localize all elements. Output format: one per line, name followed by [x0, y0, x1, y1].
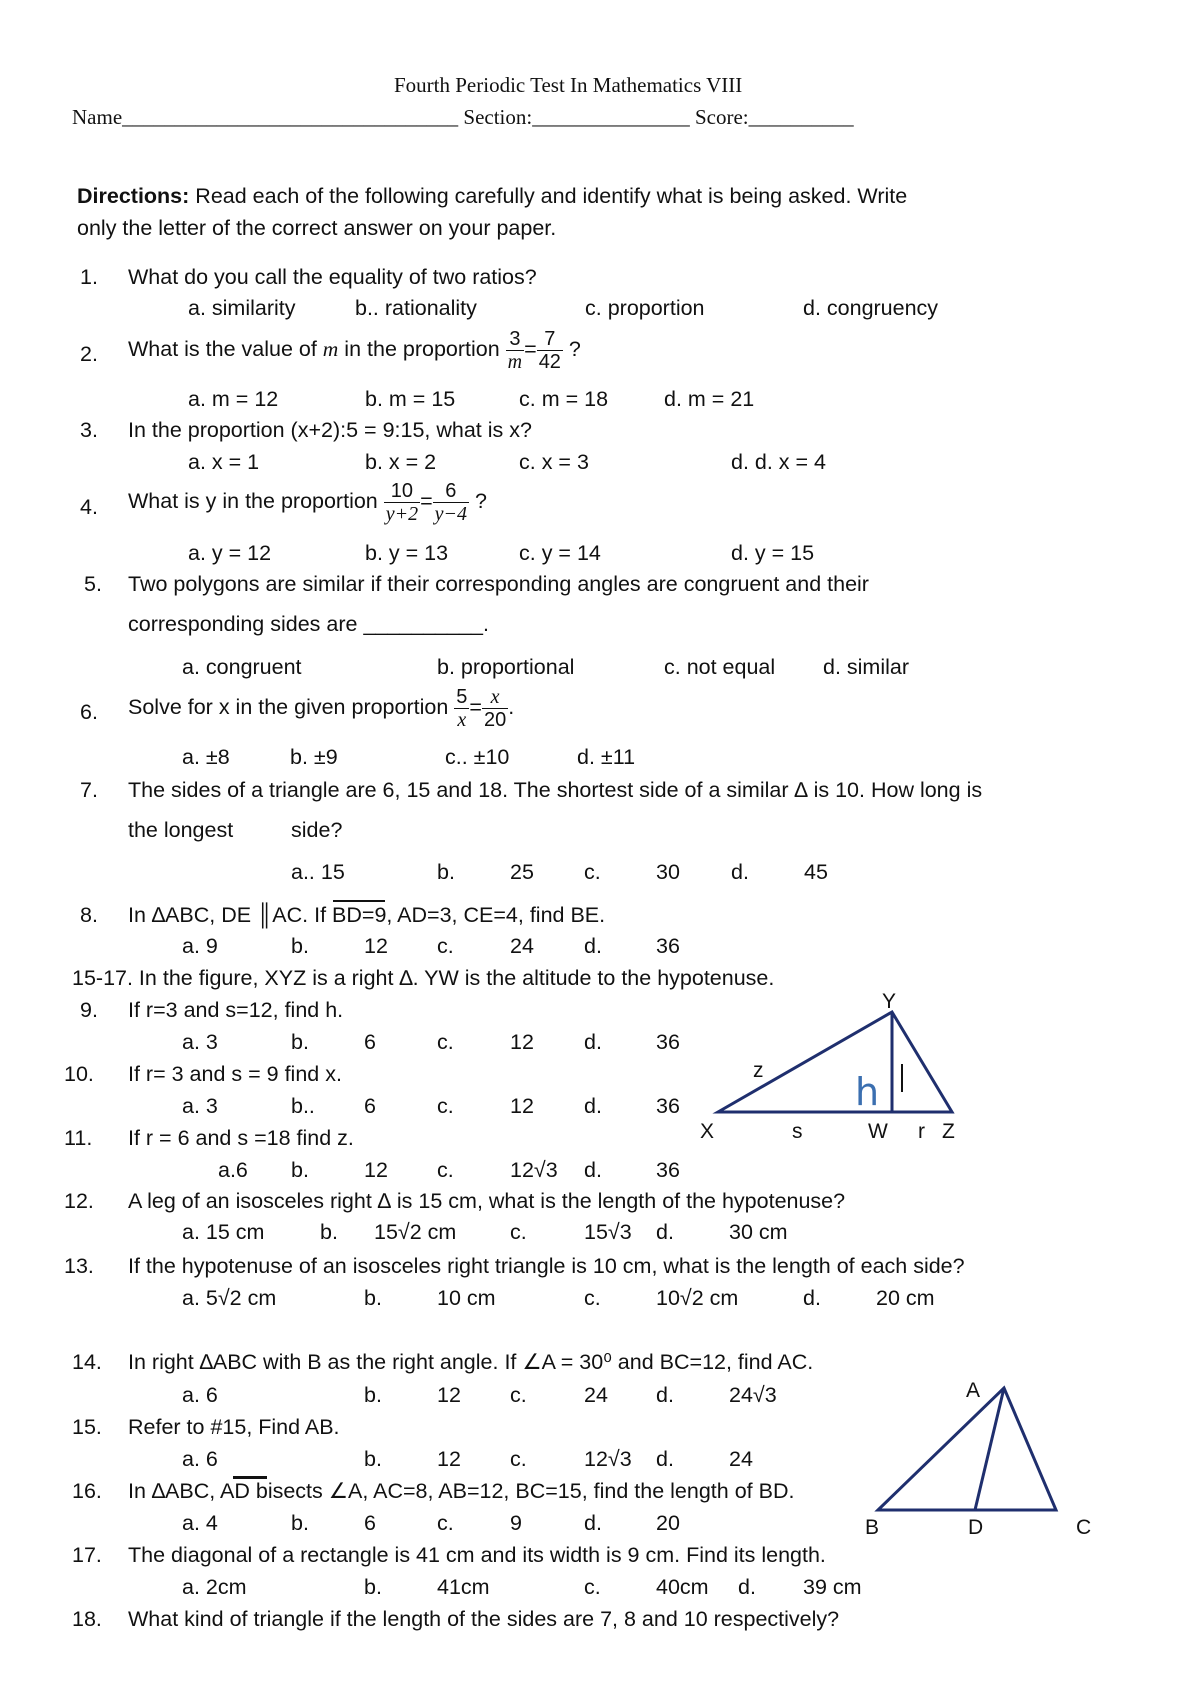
q17-text: The diagonal of a rectangle is 41 cm and its width is 9 cm. Find its length. [128, 1543, 826, 1567]
q2-choice-c: c. m = 18 [519, 387, 609, 411]
q2-text-pre: What is the value of [128, 337, 323, 361]
q13-choice-b-value: 10 cm [437, 1286, 496, 1310]
q4-number: 4. [80, 495, 98, 519]
q1-choice-b: b.. rationality [355, 296, 477, 320]
q6-text-lead: Solve for x in the given proportion [128, 695, 455, 719]
q6-choice-a: a. ±8 [182, 745, 230, 769]
q15-choice-b-label: b. [364, 1447, 382, 1471]
q7-line-2a: the longest [128, 818, 234, 842]
q11-choice-b-label: b. [291, 1158, 309, 1182]
q16-number: 16. [72, 1479, 102, 1503]
q12-text: A leg of an isosceles right ∆ is 15 cm, what is the length of the hypotenuse? [128, 1189, 846, 1213]
q2-number: 2. [80, 342, 98, 366]
q14-choice-d-value: 24√3 [729, 1383, 777, 1407]
q3-choice-a: a. x = 1 [188, 450, 260, 474]
q2-tail: ? [562, 337, 581, 361]
q15-choice-a: a. 6 [182, 1447, 218, 1471]
q2-choice-a: a. m = 12 [188, 387, 279, 411]
q4-fraction-2 [433, 480, 469, 525]
q14-choice-b-value: 12 [437, 1383, 461, 1407]
q12-choice-a: a. 15 cm [182, 1220, 265, 1244]
q16-choice-d-value: 20 [656, 1511, 680, 1535]
q6-f2-numerator: x [482, 686, 508, 709]
q18-text: What kind of triangle if the length of the sides are 7, 8 and 10 respectively? [128, 1607, 840, 1631]
q16-choice-c-label: c. [437, 1511, 454, 1535]
q2-fraction-1 [506, 328, 524, 373]
q8-choice-d-value: 36 [656, 934, 680, 958]
q6-choice-b: b. ±9 [290, 745, 338, 769]
label-a: A [966, 1379, 981, 1402]
q6-choice-c: c.. ±10 [445, 745, 510, 769]
q12-number: 12. [64, 1189, 94, 1213]
q12-choice-b-value: 15√2 cm [374, 1220, 457, 1244]
directions-text-1: Read each of the following carefully and identify what is being asked. Write [189, 184, 908, 208]
q1-choice-d: d. congruency [803, 296, 939, 320]
q7-choice-b-value: 25 [510, 860, 534, 884]
q7-choice-d-label: d. [731, 860, 749, 884]
q4-f1-numerator: 10 [384, 480, 420, 503]
label-y: Y [882, 990, 897, 1013]
q6-f1-numerator: 5 [456, 685, 468, 708]
q4-f2-denominator: y−4 [434, 502, 468, 525]
q2-text-post: in the proportion [338, 337, 506, 361]
label-r: r [918, 1120, 925, 1143]
q5-choice-a: a. congruent [182, 655, 302, 679]
q5-line-2: corresponding sides are __________. [128, 612, 489, 636]
q7-number: 7. [80, 778, 98, 802]
q6-f1-denominator: x [457, 708, 467, 731]
q15-choice-c-label: c. [510, 1447, 527, 1471]
q17-choice-b-value: 41cm [437, 1575, 490, 1599]
q3-number: 3. [80, 418, 98, 442]
figure-intro: 15-17. In the figure, XYZ is a right ∆. YW is the altitude to the hypotenuse. [72, 966, 775, 990]
q14-choice-c-value: 24 [584, 1383, 608, 1407]
q9-choice-c-value: 12 [510, 1030, 534, 1054]
q12-choice-c-label: c. [510, 1220, 527, 1244]
q11-choice-a: a.6 [218, 1158, 248, 1182]
q15-choice-d-label: d. [656, 1447, 674, 1471]
bisector-ad [975, 1388, 1004, 1510]
bd-overline [333, 900, 385, 902]
q4-choice-c: c. y = 14 [519, 541, 601, 565]
q17-choice-c-label: c. [584, 1575, 601, 1599]
q9-choice-d-value: 36 [656, 1030, 680, 1054]
q2-fraction-2 [537, 328, 563, 373]
q15-choice-c-value: 12√3 [584, 1447, 632, 1471]
q3-choice-b: b. x = 2 [365, 450, 437, 474]
q10-choice-d-label: d. [584, 1094, 602, 1118]
q5-number: 5. [84, 572, 102, 596]
q13-choice-b-label: b. [364, 1286, 382, 1310]
header-fields [72, 105, 854, 130]
q10-choice-c-label: c. [437, 1094, 454, 1118]
q14-choice-b-label: b. [364, 1383, 382, 1407]
q7-line-1: The sides of a triangle are 6, 15 and 18. The shortest side of a similar ∆ is 10. How long is [128, 778, 983, 802]
label-d: D [968, 1516, 984, 1539]
q7-choice-a: a.. 15 [291, 860, 345, 884]
q9-choice-c-label: c. [437, 1030, 454, 1054]
page-title: Fourth Periodic Test In Mathematics VIII [394, 73, 743, 97]
q10-number: 10. [64, 1062, 94, 1086]
q6-f2-denominator: 20 [483, 708, 507, 731]
q11-choice-d-value: 36 [656, 1158, 680, 1182]
q8-number: 8. [80, 903, 98, 927]
q10-choice-a: a. 3 [182, 1094, 218, 1118]
q10-choice-b-label: b.. [291, 1094, 315, 1118]
label-w: W [868, 1120, 888, 1143]
q2-text [128, 326, 581, 373]
q5-choice-d: d. similar [823, 655, 910, 679]
q13-choice-d-label: d. [803, 1286, 821, 1310]
q4-choice-b: b. y = 13 [365, 541, 449, 565]
triangle-abc-figure [860, 1370, 1100, 1540]
section-line[interactable]: _______________ [532, 105, 690, 129]
q8-choice-d-label: d. [584, 934, 602, 958]
q2-variable: m [322, 337, 339, 361]
q17-choice-d-value: 39 cm [803, 1575, 862, 1599]
q8-choice-b-label: b. [291, 934, 309, 958]
q9-choice-b-value: 6 [364, 1030, 376, 1054]
label-c: C [1076, 1516, 1092, 1539]
label-x: X [700, 1120, 715, 1143]
q13-choice-d-value: 20 cm [876, 1286, 935, 1310]
q7-choice-d-value: 45 [804, 860, 828, 884]
q16-choice-b-value: 6 [364, 1511, 376, 1535]
q11-choice-d-label: d. [584, 1158, 602, 1182]
q4-choice-a: a. y = 12 [188, 541, 272, 565]
q4-text [128, 478, 487, 525]
q7-choice-c-value: 30 [656, 860, 680, 884]
q14-choice-d-label: d. [656, 1383, 674, 1407]
q17-choice-c-value: 40cm [656, 1575, 709, 1599]
q2-f1-numerator: 3 [506, 328, 524, 351]
q2-choice-d: d. m = 21 [664, 387, 755, 411]
q10-choice-d-value: 36 [656, 1094, 680, 1118]
q3-text: In the proportion (x+2):5 = 9:15, what is x? [128, 418, 532, 442]
q13-choice-c-label: c. [584, 1286, 601, 1310]
q8-choice-b-value: 12 [364, 934, 388, 958]
q9-choice-a: a. 3 [182, 1030, 218, 1054]
q12-choice-d-label: d. [656, 1220, 674, 1244]
q15-number: 15. [72, 1415, 102, 1439]
handwritten-h: h [855, 1070, 880, 1114]
score-line[interactable]: __________ [748, 105, 854, 129]
q16-choice-d-label: d. [584, 1511, 602, 1535]
label-s: s [792, 1120, 803, 1143]
q8-choice-a: a. 9 [182, 934, 218, 958]
q14-text: In right ∆ABC with B as the right angle. If ∠A = 30⁰ and BC=12, find AC. [128, 1350, 814, 1374]
directions-line-1 [77, 184, 907, 209]
directions-label: Directions: [77, 184, 190, 208]
q12-choice-c-value: 15√3 [584, 1220, 632, 1244]
directions-line-2: only the letter of the correct answer on your paper. [77, 216, 557, 240]
q4-choice-d: d. y = 15 [731, 541, 815, 565]
q8-choice-c-value: 24 [510, 934, 534, 958]
q6-fraction-2 [482, 686, 508, 731]
q6-fraction-1 [454, 686, 469, 731]
q18-number: 18. [72, 1607, 102, 1631]
q13-choice-a: a. 5√2 cm [182, 1286, 277, 1310]
q2-f2-numerator: 7 [537, 328, 563, 351]
triangle-abc [878, 1388, 1056, 1510]
q11-number: 11. [64, 1126, 93, 1150]
q14-number: 14. [72, 1350, 102, 1374]
q17-choice-b-label: b. [364, 1575, 382, 1599]
q11-text: If r = 6 and s =18 find z. [128, 1126, 354, 1150]
q1-number: 1. [80, 265, 98, 289]
q2-f2-denominator: 42 [538, 350, 561, 373]
q1-choice-a: a. similarity [188, 296, 296, 320]
q15-text: Refer to #15, Find AB. [128, 1415, 340, 1439]
q17-choice-d-label: d. [738, 1575, 756, 1599]
q1-choice-c: c. proportion [585, 296, 705, 320]
label-b: B [865, 1516, 880, 1539]
q7-choice-c-label: c. [584, 860, 601, 884]
q12-choice-d-value: 30 cm [729, 1220, 788, 1244]
q10-choice-c-value: 12 [510, 1094, 534, 1118]
q13-number: 13. [64, 1254, 94, 1278]
q8-choice-c-label: c. [437, 934, 454, 958]
label-z: z [753, 1059, 764, 1082]
q6-choice-d: d. ±11 [577, 745, 636, 769]
q16-choice-a: a. 4 [182, 1511, 218, 1535]
q17-choice-a: a. 2cm [182, 1575, 247, 1599]
q11-choice-c-value: 12√3 [510, 1158, 558, 1182]
q9-number: 9. [80, 998, 98, 1022]
q10-text: If r= 3 and s = 9 find x. [128, 1062, 342, 1086]
q5-choice-b: b. proportional [437, 655, 575, 679]
q16-text: In ∆ABC, AD bisects ∠A, AC=8, AB=12, BC=15, find the length of BD. [128, 1479, 795, 1503]
q7-choice-b-label: b. [437, 860, 455, 884]
q3-choice-d: d. d. x = 4 [731, 450, 827, 474]
q2-choice-b: b. m = 15 [365, 387, 456, 411]
q4-tail: ? [469, 489, 487, 513]
q6-text [128, 684, 514, 731]
q8-text: In ∆ABC, DE ║AC. If BD=9, AD=3, CE=4, find BE. [128, 903, 606, 927]
ad-overline [233, 1476, 267, 1479]
q9-choice-b-label: b. [291, 1030, 309, 1054]
q11-choice-b-value: 12 [364, 1158, 388, 1182]
q11-choice-c-label: c. [437, 1158, 454, 1182]
q1-text: What do you call the equality of two ratios? [128, 265, 537, 289]
q12-choice-b-label: b. [320, 1220, 338, 1244]
q10-choice-b-value: 6 [364, 1094, 376, 1118]
q2-f1-denominator: m [507, 350, 523, 373]
q14-choice-c-label: c. [510, 1383, 527, 1407]
q4-text-lead: What is y in the proportion [128, 489, 384, 513]
q13-choice-c-value: 10√2 cm [656, 1286, 739, 1310]
q5-choice-c: c. not equal [664, 655, 776, 679]
q16-choice-b-label: b. [291, 1511, 309, 1535]
q15-choice-b-value: 12 [437, 1447, 461, 1471]
q4-f2-numerator: 6 [433, 480, 469, 503]
q15-choice-d-value: 24 [729, 1447, 753, 1471]
q14-choice-a: a. 6 [182, 1383, 218, 1407]
q4-equals: = [420, 489, 433, 513]
q6-tail: . [508, 695, 515, 719]
q9-text: If r=3 and s=12, find h. [128, 998, 344, 1022]
q4-f1-denominator: y+2 [385, 502, 419, 525]
name-label: Name [72, 105, 123, 129]
label-z-vertex: Z [942, 1120, 955, 1143]
score-label: Score: [694, 105, 749, 129]
q9-choice-d-label: d. [584, 1030, 602, 1054]
q3-choice-c: c. x = 3 [519, 450, 589, 474]
name-line[interactable]: ________________________________ [122, 105, 459, 129]
q6-equals: = [469, 695, 482, 719]
q5-line-1: Two polygons are similar if their corresponding angles are congruent and their [128, 572, 869, 596]
q2-equals: = [524, 337, 537, 361]
q4-fraction-1 [384, 480, 420, 525]
q7-line-2b: side? [291, 818, 343, 842]
q6-number: 6. [80, 700, 98, 724]
q16-choice-c-value: 9 [510, 1511, 522, 1535]
q17-number: 17. [72, 1543, 102, 1567]
right-triangle-xyz-figure [690, 990, 980, 1160]
q13-text: If the hypotenuse of an isosceles right triangle is 10 cm, what is the length of each side? [128, 1254, 965, 1278]
section-label: Section: [463, 105, 533, 129]
